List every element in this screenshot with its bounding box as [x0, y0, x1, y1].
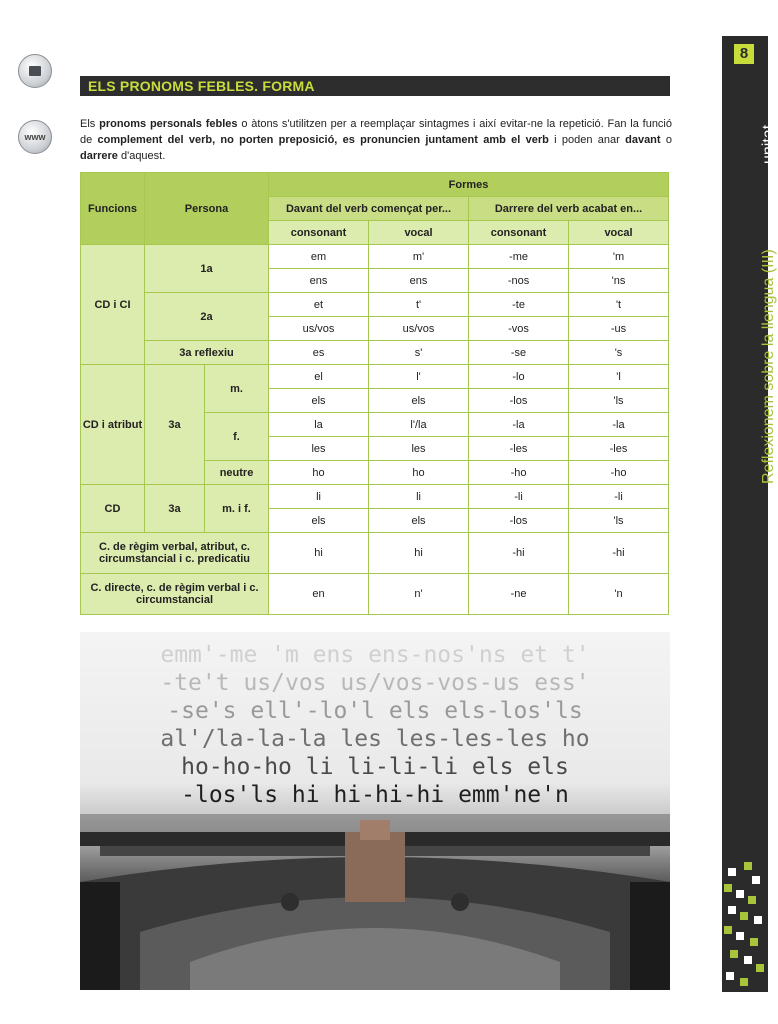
form-cell: -te [469, 293, 569, 317]
funcio-cell: C. de règim verbal, atribut, c. circumstancial i c. predicatiu [81, 533, 269, 574]
unit-label: unitat [760, 124, 777, 164]
form-cell: la [269, 413, 369, 437]
form-cell: m' [369, 245, 469, 269]
persona-cell: 3a [145, 365, 205, 485]
form-cell: -ho [569, 461, 669, 485]
form-cell: t' [369, 293, 469, 317]
form-cell: hi [369, 533, 469, 574]
form-cell: em [269, 245, 369, 269]
genere-cell: f. [205, 413, 269, 461]
form-cell: ho [269, 461, 369, 485]
form-cell: en [269, 574, 369, 615]
table-row [81, 293, 669, 317]
form-cell: el [269, 365, 369, 389]
form-cell: 'ls [569, 509, 669, 533]
persona-cell: 3a [145, 485, 205, 533]
form-cell: us/vos [269, 317, 369, 341]
typed-line: -se's ell'-lo'l els els-los'ls [167, 698, 583, 724]
form-cell: hi [269, 533, 369, 574]
form-cell: 't [569, 293, 669, 317]
form-cell: et [269, 293, 369, 317]
form-cell: -li [569, 485, 669, 509]
intro-paragraph: Els pronoms personals febles o àtons s'utilitzen per a reemplaçar sintagmes i així evitar-ne la repetició. Fan la funció de complement del verb, no porten preposició, es pronuncien juntament amb el verb i poden anar davant o darrere d'aquest. [80, 118, 672, 162]
section-label: Reflexionem sobre la llengua (III) [760, 249, 777, 484]
form-cell: es [269, 341, 369, 365]
table-row [81, 485, 669, 509]
form-cell: -nos [469, 269, 569, 293]
monitor-icon[interactable] [18, 54, 52, 88]
table-header-row [81, 173, 669, 197]
form-cell: -ne [469, 574, 569, 615]
persona-cell: 2a [145, 293, 269, 341]
header-formes: Formes [269, 173, 669, 197]
page-title: ELS PRONOMS FEBLES. FORMA [88, 78, 315, 94]
form-cell: ho [369, 461, 469, 485]
form-cell: 'ls [569, 389, 669, 413]
table-row [81, 365, 669, 389]
funcio-cell: CD i CI [81, 245, 145, 365]
typed-line: al'/la-la-la les les-les-les ho [160, 726, 590, 752]
persona-cell: 1a [145, 245, 269, 293]
form-cell: -les [469, 437, 569, 461]
form-cell: n' [369, 574, 469, 615]
form-cell: -los [469, 509, 569, 533]
form-cell: us/vos [369, 317, 469, 341]
form-cell: -los [469, 389, 569, 413]
form-cell: -lo [469, 365, 569, 389]
form-cell: l'/la [369, 413, 469, 437]
www-icon[interactable]: www [18, 120, 52, 154]
form-cell: les [269, 437, 369, 461]
form-cell: els [269, 509, 369, 533]
genere-cell: neutre [205, 461, 269, 485]
funcio-cell: CD [81, 485, 145, 533]
form-cell: ens [269, 269, 369, 293]
table-row [81, 341, 669, 365]
form-cell: -me [469, 245, 569, 269]
table-row [81, 533, 669, 574]
form-cell: 'n [569, 574, 669, 615]
header-vocal: vocal [569, 221, 669, 245]
form-cell: -us [569, 317, 669, 341]
form-cell: l' [369, 365, 469, 389]
form-cell: ens [369, 269, 469, 293]
form-cell: -vos [469, 317, 569, 341]
form-cell: li [269, 485, 369, 509]
unit-sidebar [722, 36, 777, 992]
form-cell: 'ns [569, 269, 669, 293]
section-title-bar [80, 76, 670, 96]
typed-line: -te't us/vos us/vos-vos-us ess' [160, 670, 590, 696]
form-cell: els [369, 509, 469, 533]
genere-cell: m. [205, 365, 269, 413]
form-cell: -hi [469, 533, 569, 574]
form-cell: els [269, 389, 369, 413]
form-cell: -se [469, 341, 569, 365]
persona-cell: 3a reflexiu [145, 341, 269, 365]
form-cell: -la [569, 413, 669, 437]
header-davant: Davant del verb començat per... [269, 197, 469, 221]
typed-line: -los'ls hi hi-hi-hi emm'ne'n [181, 782, 569, 808]
header-funcions: Funcions [81, 173, 145, 245]
form-cell: -li [469, 485, 569, 509]
header-consonant: consonant [269, 221, 369, 245]
genere-cell: m. i f. [205, 485, 269, 533]
form-cell: 'm [569, 245, 669, 269]
form-cell: -la [469, 413, 569, 437]
form-cell: s' [369, 341, 469, 365]
header-persona: Persona [145, 173, 269, 245]
typewriter-photo [80, 632, 670, 990]
funcio-cell: C. directe, c. de règim verbal i c. circumstancial [81, 574, 269, 615]
form-cell: les [369, 437, 469, 461]
typed-line: emm'-me 'm ens ens-nos'ns et t' [160, 642, 590, 668]
pixel-pattern [722, 862, 768, 992]
table-row [81, 574, 669, 615]
form-cell: -les [569, 437, 669, 461]
form-cell: els [369, 389, 469, 413]
header-darrere: Darrere del verb acabat en... [469, 197, 669, 221]
typewriter-illustration [80, 632, 670, 990]
form-cell: -hi [569, 533, 669, 574]
header-vocal: vocal [369, 221, 469, 245]
form-cell: 's [569, 341, 669, 365]
funcio-cell: CD i atribut [81, 365, 145, 485]
header-consonant: consonant [469, 221, 569, 245]
unit-number: 8 [734, 44, 754, 64]
form-cell: -ho [469, 461, 569, 485]
form-cell: li [369, 485, 469, 509]
form-cell: 'l [569, 365, 669, 389]
typed-line: ho-ho-ho li li-li-li els els [181, 754, 569, 780]
pronoun-forms-table [80, 172, 669, 615]
table-row [81, 245, 669, 269]
